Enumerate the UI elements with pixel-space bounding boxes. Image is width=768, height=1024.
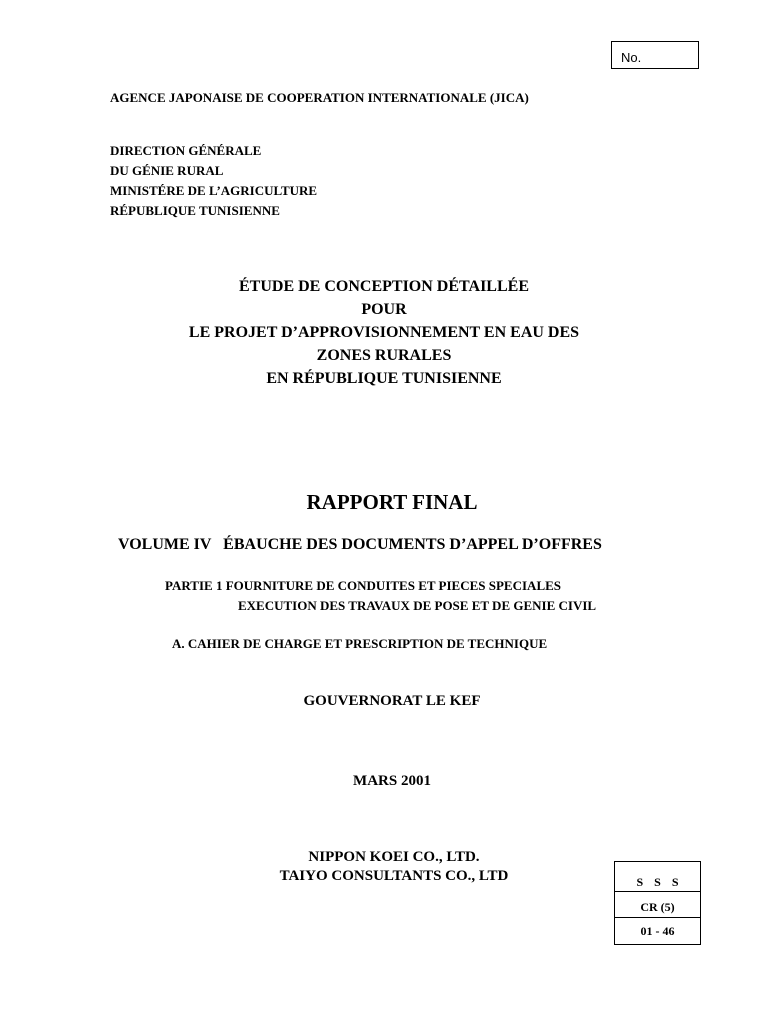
section-title: A. CAHIER DE CHARGE ET PRESCRIPTION DE TECHNIQUE [172, 636, 548, 651]
direction-line: DU GÉNIE RURAL [110, 163, 224, 178]
report-title: RAPPORT FINAL [306, 490, 478, 514]
volume-number: VOLUME IV [118, 536, 212, 553]
part-line: PARTIE 1 FOURNITURE DE CONDUITES ET PIECES SPECIALES [165, 578, 562, 593]
company-name: TAIYO CONSULTANTS CO., LTD [279, 868, 509, 884]
document-number-label: No. [621, 50, 642, 65]
document-number-box [611, 41, 699, 69]
reference-code: 01 - 46 [640, 924, 675, 938]
study-title [0, 275, 768, 390]
study-title-line: EN RÉPUBLIQUE TUNISIENNE [266, 370, 502, 387]
governorate: GOUVERNORAT LE KEF [303, 693, 481, 709]
reference-code-box [614, 861, 701, 945]
report-date: MARS 2001 [353, 773, 431, 789]
company-name: NIPPON KOEI CO., LTD. [308, 849, 480, 865]
part-description [165, 576, 596, 616]
study-title-line: ZONES RURALES [316, 347, 452, 364]
reference-code: S S S [615, 862, 700, 892]
direction-block [110, 141, 317, 221]
volume-title: ÉBAUCHE DES DOCUMENTS D’APPEL D’OFFRES [223, 536, 602, 553]
direction-line: DIRECTION GÉNÉRALE [110, 143, 262, 158]
part-line: EXECUTION DES TRAVAUX DE POSE ET DE GENIE CIVIL [238, 598, 597, 613]
study-title-line: LE PROJET D’APPROVISIONNEMENT EN EAU DES [188, 324, 580, 341]
direction-line: MINISTÉRE DE L’AGRICULTURE [110, 183, 318, 198]
study-title-line: ÉTUDE DE CONCEPTION DÉTAILLÉE [239, 278, 529, 295]
study-title-line: POUR [361, 301, 407, 318]
reference-code: CR (5) [615, 892, 700, 918]
agency-name: AGENCE JAPONAISE DE COOPERATION INTERNATIONALE (JICA) [110, 90, 529, 105]
direction-line: RÉPUBLIQUE TUNISIENNE [110, 203, 280, 218]
volume-heading [118, 535, 602, 555]
consultant-companies [254, 848, 534, 886]
